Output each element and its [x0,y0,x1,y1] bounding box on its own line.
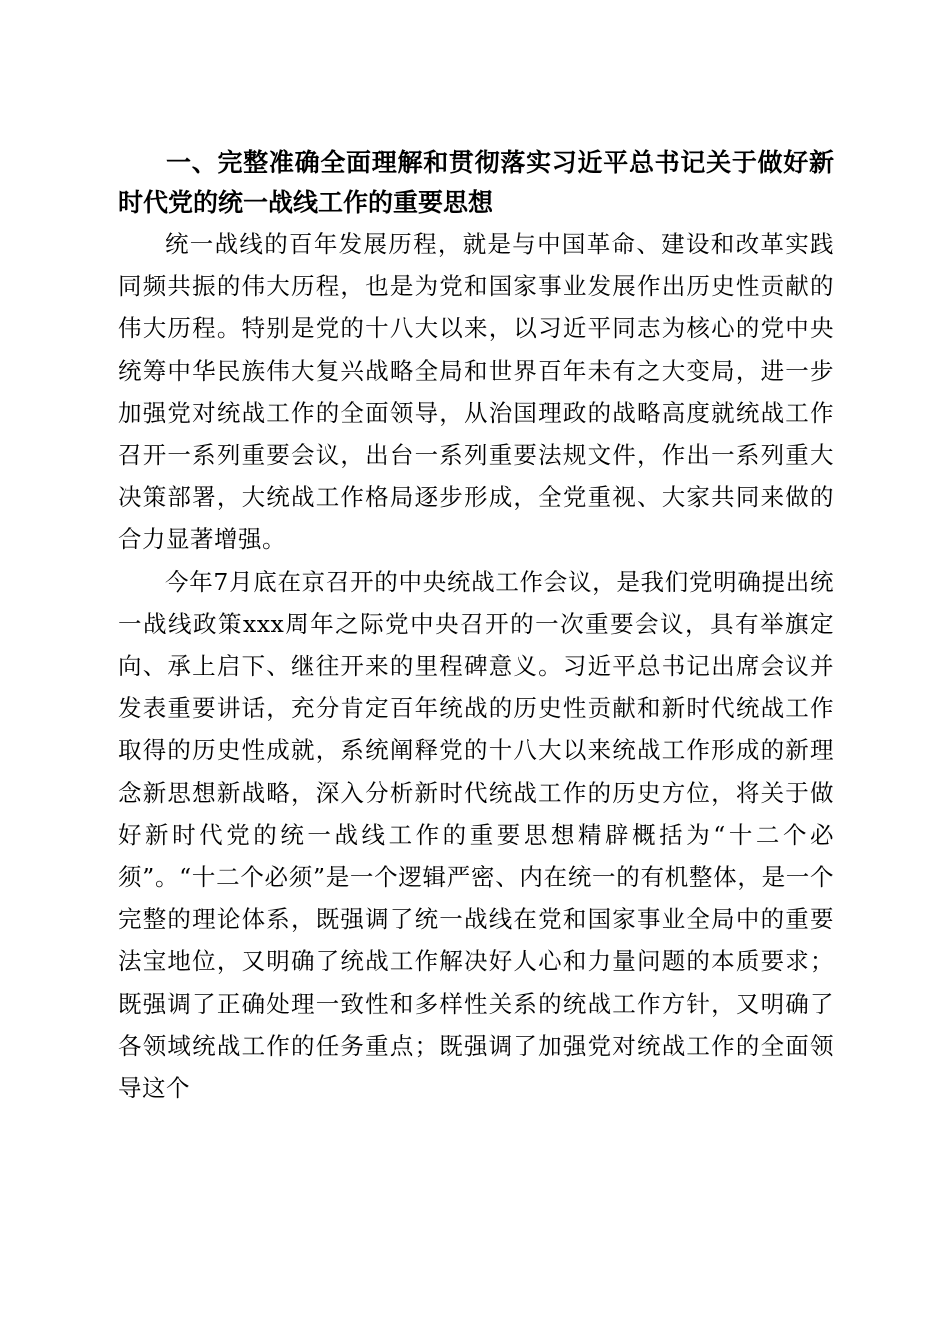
document-body [118,143,834,1109]
section-heading: 一、完整准确全面理解和贯彻落实习近平总书记关于做好新时代党的统一战线工作的重要思想 [118,148,834,217]
paragraph-1: 统一战线的百年发展历程，就是与中国革命、建设和改革实践同频共振的伟大历程，也是为党和国家事业发展作出历史性贡献的伟大历程。特别是党的十八大以来，以习近平同志为核心的党中央统筹中华民族伟大复兴战略全局和世界百年未有之大变局，进一步加强党对统战工作的全面领导，从治国理政的战略高度就统战工作召开一系列重要会议，出台一系列重要法规文件，作出一系列重大决策部署，大统战工作格局逐步形成，全党重视、大家共同来做的合力显著增强。 [118,230,834,554]
paragraph-2: 今年7月底在京召开的中央统战工作会议，是我们党明确提出统一战线政策xxx周年之际党中央召开的一次重要会议，具有举旗定向、承上启下、继往开来的里程碑意义。习近平总书记出席会议并发表重要讲话，充分肯定百年统战的历史性贡献和新时代统战工作取得的历史性成就，系统阐释党的十八大以来统战工作形成的新理念新思想新战略，深入分析新时代统战工作的历史方位，将关于做好新时代党的统一战线工作的重要思想精辟概括为“十二个必须”。“十二个必须”是一个逻辑严密、内在统一的有机整体，是一个完整的理论体系，既强调了统一战线在党和国家事业全局中的重要法宝地位，又明确了统战工作解决好人心和力量问题的本质要求；既强调了正确处理一致性和多样性关系的统战工作方针，又明确了各领域统战工作的任务重点；既强调了加强党对统战工作的全面领导这个 [118,567,834,1103]
